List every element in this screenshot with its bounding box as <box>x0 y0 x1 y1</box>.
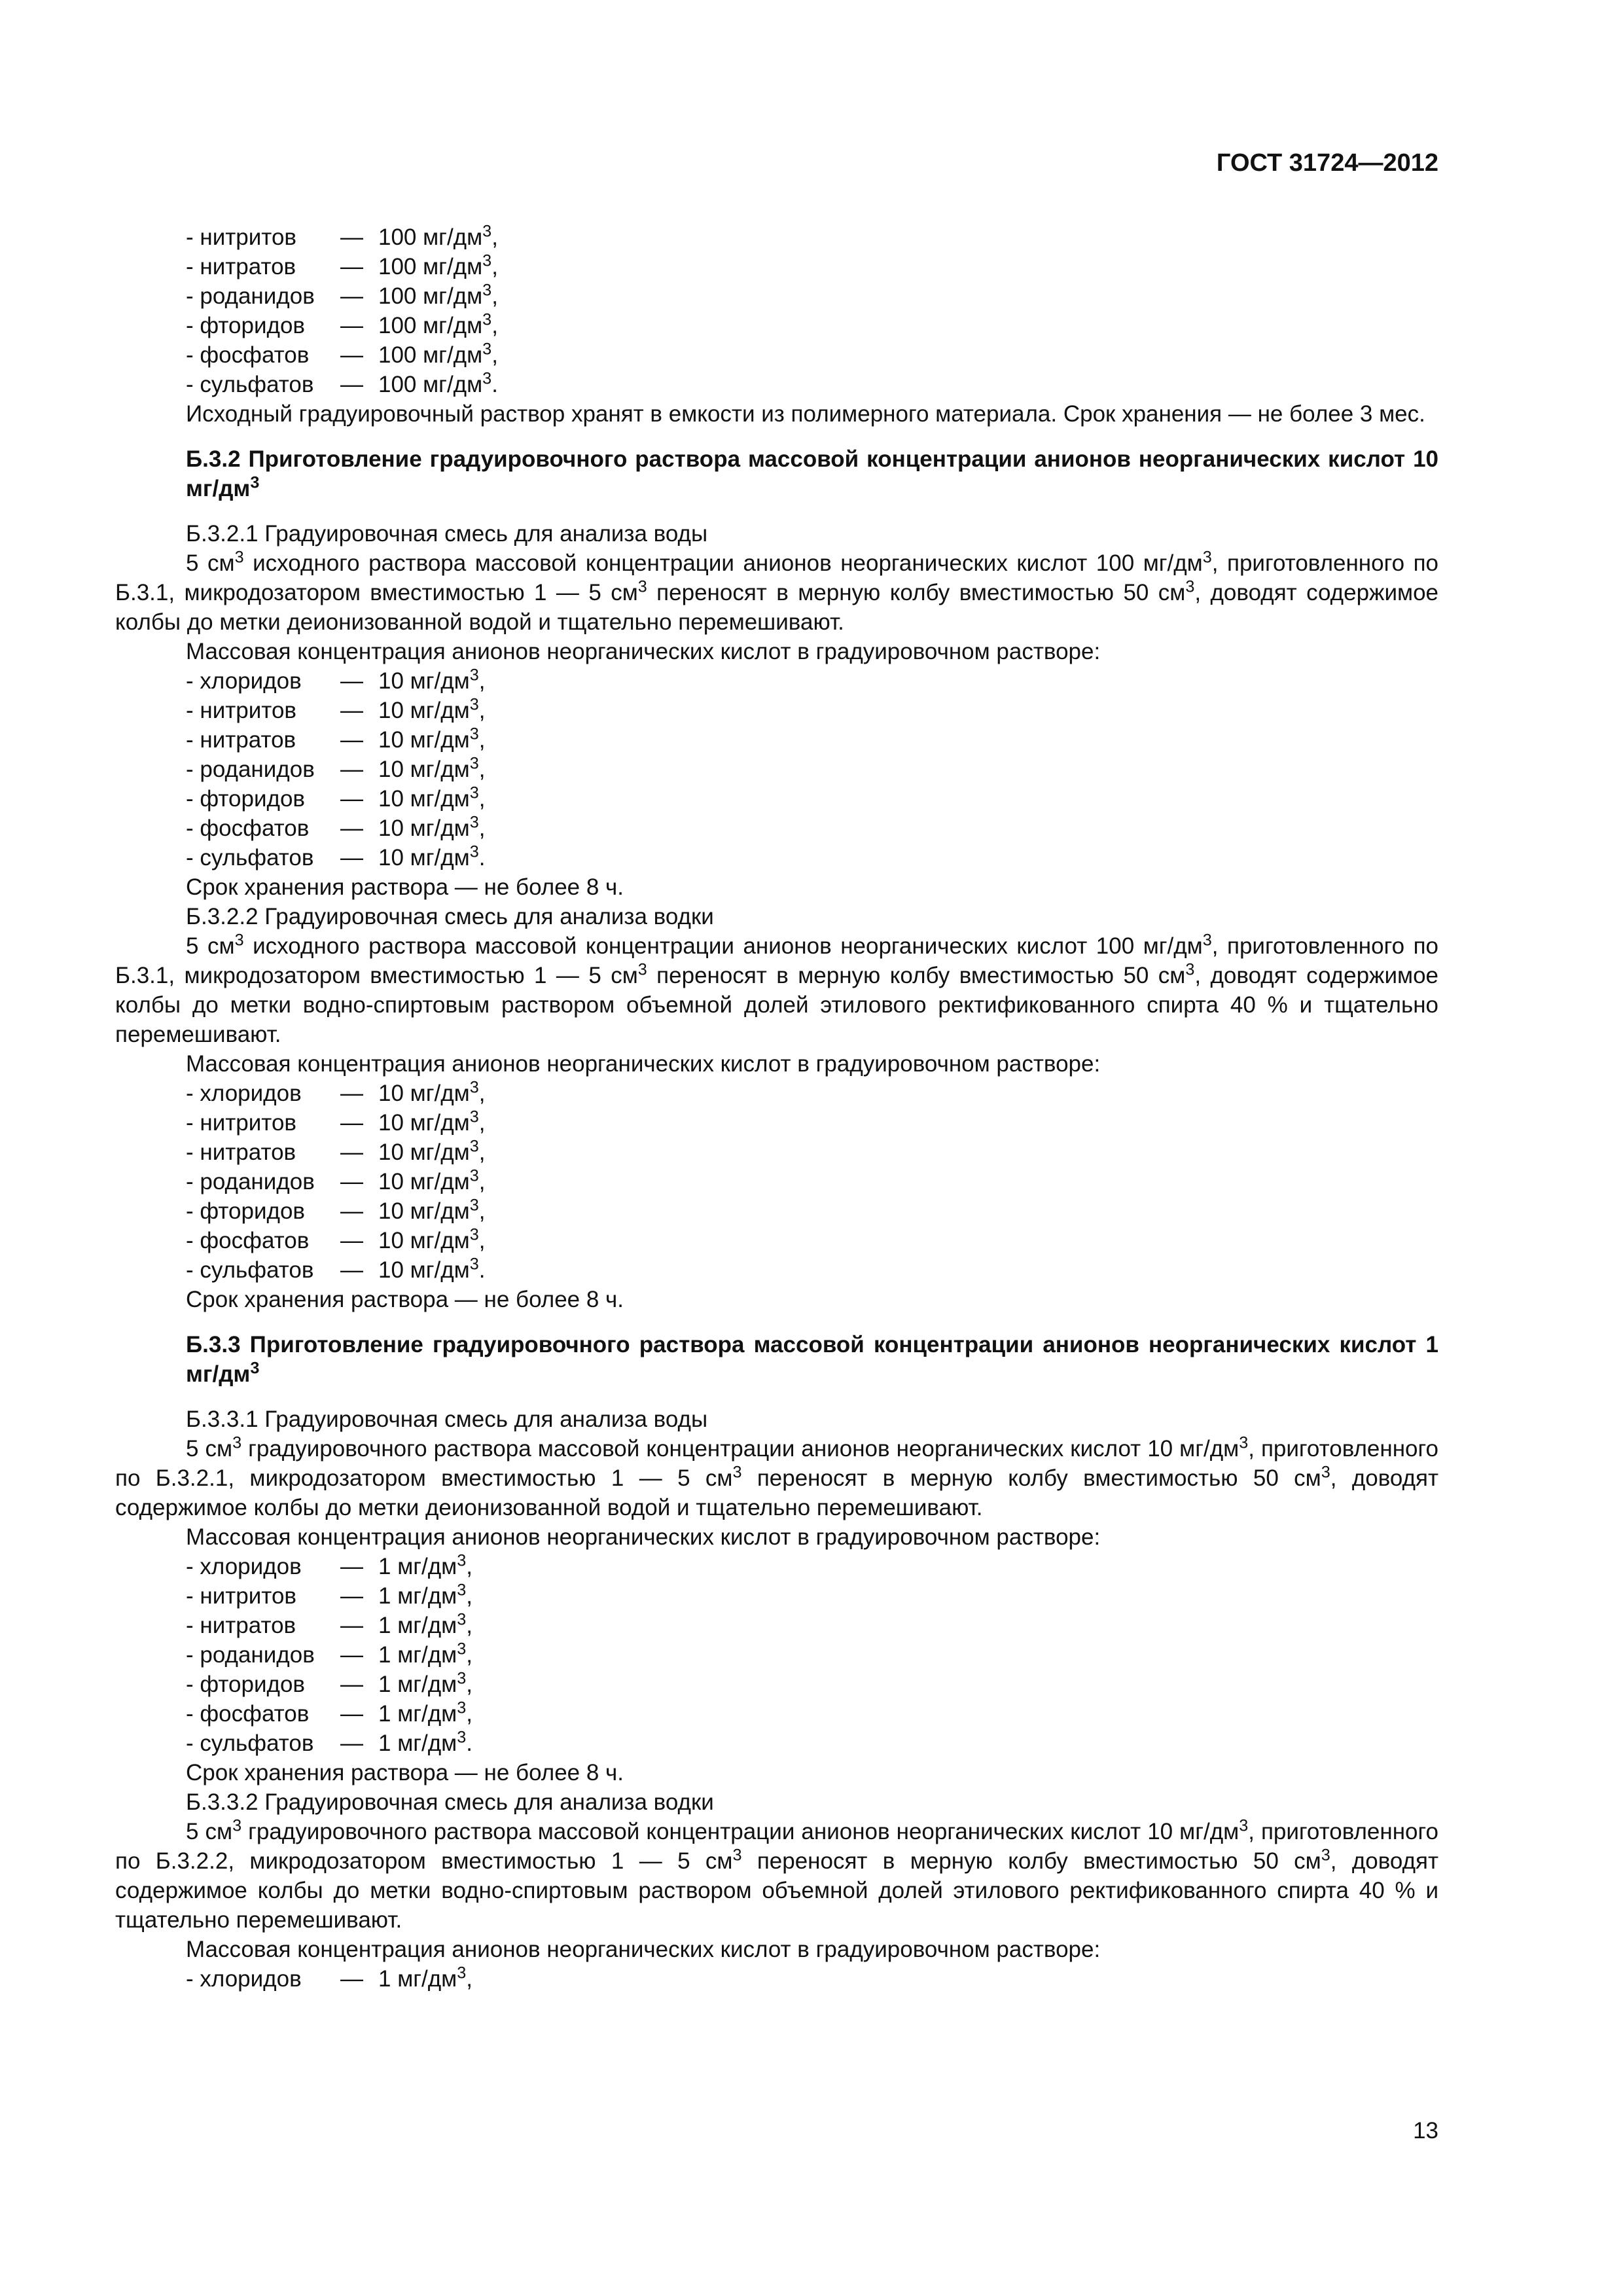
list-item: - фосфатов — 10 $мг/дм^3$, <box>186 1225 486 1253</box>
list-item: - роданидов — 1 $мг/дм^3$, <box>186 1640 473 1668</box>
list-item: - нитратов — 10 $мг/дм^3$, <box>186 725 486 753</box>
storage-note-initial: Исходный градуировочный раствор хранят в емкости из полимерного материала. Срок хранения — не более 3 мес. <box>186 401 1425 427</box>
list-item: - роданидов — 100 $мг/дм^3$, <box>186 281 498 309</box>
list-item: - сульфатов — 10 $мг/дм^3$. <box>186 842 486 870</box>
section-heading-b32: Б.3.2 Приготовление градуировочного раствора массовой концентрации анионов неорганических кислот 10 $мг/дм^3$ <box>186 446 1438 501</box>
paragraph-b322: 5 $см^3$ исходного раствора массовой концентрации анионов неорганических кислот 100 $мг/дм^3$, приготовленного по Б.3.1, микродозатором вместимостью 1 — 5 $см^3$ переносят в мерную колбу вместимостью 50 $см^3$, доводят содержимое колбы до метки водно-спиртовым раствором объемной долей этилового ректификованного спирта 40 % и тщательно перемешивают. <box>115 931 1438 1047</box>
list-item: - хлоридов — 10 $мг/дм^3$, <box>186 666 486 694</box>
concentration-list-b332 <box>115 1964 1438 1994</box>
list-item: - роданидов — 10 $мг/дм^3$, <box>186 754 486 782</box>
list-item: - фторидов — 1 $мг/дм^3$, <box>186 1669 473 1697</box>
list-item: - нитратов — 1 $мг/дм^3$, <box>186 1610 473 1638</box>
paragraph-b321: 5 $см^3$ исходного раствора массовой концентрации анионов неорганических кислот 100 $мг/дм^3$, приготовленного по Б.3.1, микродозатором вместимостью 1 — 5 $см^3$ переносят в мерную колбу вместимостью 50 $см^3$, доводят содержимое колбы до метки деионизованной водой и тщательно перемешивают. <box>115 548 1438 635</box>
list-item: - сульфатов — 100 $мг/дм^3$. <box>186 369 498 397</box>
paragraph-b331: 5 $см^3$ градуировочного раствора массовой концентрации анионов неорганических кислот 10 $мг/дм^3$, приготовленного по Б.3.2.1, микродозатором вместимостью 1 — 5 $см^3$ переносят в мерную колбу вместимостью 50 $см^3$, доводят содержимое колбы до метки деионизованной водой и тщательно перемешивают. <box>115 1433 1439 1520</box>
storage-note: Срок хранения раствора — не более 8 ч. <box>186 1760 624 1785</box>
list-item: - нитратов — 10 $мг/дм^3$, <box>186 1137 486 1165</box>
storage-note: Срок хранения раствора — не более 8 ч. <box>186 874 624 900</box>
list-item: - нитритов — 10 $мг/дм^3$, <box>186 1107 486 1136</box>
document-body <box>115 223 1438 1994</box>
subsection-title-b331: Б.3.3.1 Градуировочная смесь для анализа воды <box>186 1407 708 1432</box>
list-item: - сульфатов — 10 $мг/дм^3$. <box>186 1255 486 1283</box>
subsection-title-b322: Б.3.2.2 Градуировочная смесь для анализа водки <box>186 904 714 929</box>
list-item: - нитритов — 10 $мг/дм^3$, <box>186 695 486 723</box>
page-number: 13 <box>1413 2118 1438 2144</box>
subsection-title-b332: Б.3.3.2 Градуировочная смесь для анализа водки <box>186 1789 714 1815</box>
concentration-intro: Массовая концентрация анионов неорганических кислот в градуировочном растворе: <box>186 1051 1101 1077</box>
concentration-intro: Массовая концентрация анионов неорганических кислот в градуировочном растворе: <box>186 1524 1101 1550</box>
concentration-list-b331 <box>115 1552 1438 1758</box>
list-item: - сульфатов — 1 $мг/дм^3$. <box>186 1728 473 1756</box>
list-item: - фторидов — 10 $мг/дм^3$, <box>186 783 486 812</box>
subsection-title-b321: Б.3.2.1 Градуировочная смесь для анализа воды <box>186 521 708 547</box>
list-item: - фосфатов — 10 $мг/дм^3$, <box>186 813 486 841</box>
list-item: - хлоридов — 10 $мг/дм^3$, <box>186 1078 486 1106</box>
list-item: - нитритов — 1 $мг/дм^3$, <box>186 1581 473 1609</box>
list-item: - нитратов — 100 $мг/дм^3$, <box>186 251 498 279</box>
paragraph-b332: 5 $см^3$ градуировочного раствора массовой концентрации анионов неорганических кислот 10 $мг/дм^3$, приготовленного по Б.3.2.2, микродозатором вместимостью 1 — 5 $см^3$ переносят в мерную колбу вместимостью 50 $см^3$, доводят содержимое колбы до метки водно-спиртовым раствором объемной долей этилового ректификованного спирта 40 % и тщательно перемешивают. <box>115 1816 1439 1933</box>
concentration-intro: Массовая концентрация анионов неорганических кислот в градуировочном растворе: <box>186 1937 1101 1962</box>
list-item: - фторидов — 10 $мг/дм^3$, <box>186 1196 486 1224</box>
list-item: - роданидов — 10 $мг/дм^3$, <box>186 1166 486 1194</box>
list-item: - фторидов — 100 $мг/дм^3$, <box>186 310 498 338</box>
list-item: - фосфатов — 100 $мг/дм^3$, <box>186 340 498 368</box>
list-item: - хлоридов — 1 $мг/дм^3$, <box>186 1551 473 1579</box>
intro-concentration-list <box>115 223 1438 399</box>
concentration-list-b321 <box>115 666 1438 872</box>
section-heading-b33: Б.3.3 Приготовление градуировочного раствора массовой концентрации анионов неорганических кислот 1 $мг/дм^3$ <box>186 1332 1438 1387</box>
storage-note: Срок хранения раствора — не более 8 ч. <box>186 1287 624 1312</box>
list-item: - хлоридов — 1 $мг/дм^3$, <box>186 1964 473 1992</box>
list-item: - нитритов — 100 $мг/дм^3$, <box>186 222 498 250</box>
list-item: - фосфатов — 1 $мг/дм^3$, <box>186 1698 473 1727</box>
concentration-list-b322 <box>115 1079 1438 1285</box>
standard-number: ГОСТ 31724—2012 <box>1216 149 1438 177</box>
concentration-intro: Массовая концентрация анионов неорганических кислот в градуировочном растворе: <box>186 639 1101 664</box>
